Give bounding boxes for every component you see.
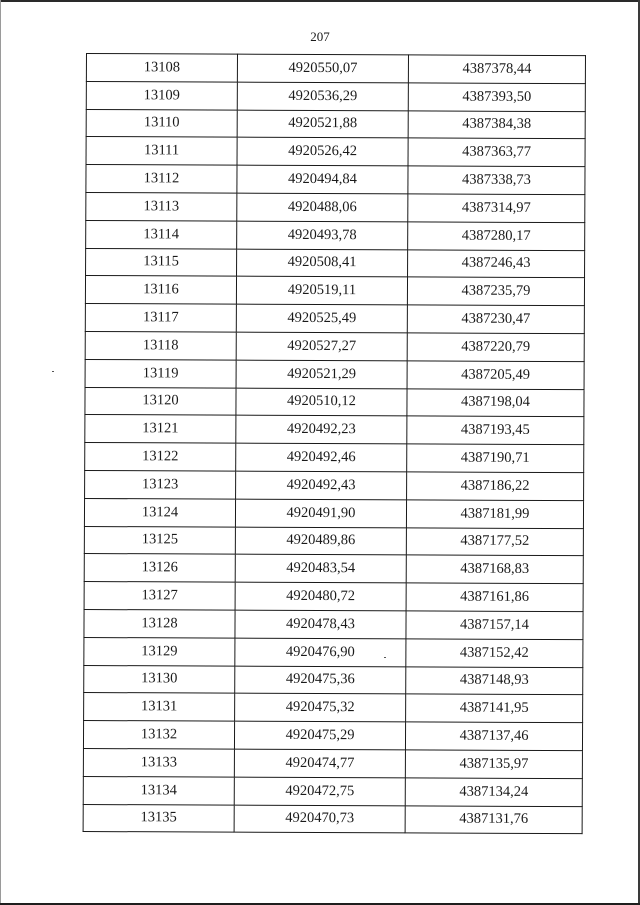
x-coordinate-cell: 4920474,77 [234, 749, 405, 778]
y-coordinate-cell: 4387235,79 [407, 277, 584, 306]
point-number-cell: 13134 [83, 776, 234, 804]
scan-speck [384, 657, 386, 658]
y-coordinate-cell: 4387152,42 [406, 639, 583, 668]
x-coordinate-cell: 4920492,46 [236, 443, 407, 472]
y-coordinate-cell: 4387148,93 [406, 666, 583, 695]
table-row [85, 470, 584, 500]
table-row [83, 804, 582, 834]
point-number-cell: 13132 [83, 721, 234, 749]
x-coordinate-cell: 4920472,75 [234, 777, 405, 806]
page-top-edge [0, 0, 640, 2]
x-coordinate-cell: 4920525,49 [236, 304, 407, 333]
y-coordinate-cell: 4387230,47 [407, 305, 584, 334]
x-coordinate-cell: 4920491,90 [235, 499, 406, 528]
table-row [83, 776, 582, 806]
x-coordinate-cell: 4920526,42 [237, 138, 408, 167]
y-coordinate-cell: 4387363,77 [408, 138, 585, 167]
point-number-cell: 13128 [84, 609, 235, 637]
x-coordinate-cell: 4920488,06 [237, 193, 408, 222]
page-number: 207 [310, 29, 330, 44]
y-coordinate-cell: 4387314,97 [408, 194, 585, 223]
y-coordinate-cell: 4387131,76 [405, 805, 582, 834]
coordinates-table [83, 53, 586, 834]
table-row [83, 748, 582, 778]
y-coordinate-cell: 4387141,95 [406, 694, 583, 723]
point-number-cell: 13122 [85, 443, 236, 471]
y-coordinate-cell: 4387384,38 [408, 111, 585, 140]
y-coordinate-cell: 4387181,99 [406, 500, 583, 529]
x-coordinate-cell: 4920475,36 [235, 666, 406, 695]
y-coordinate-cell: 4387137,46 [405, 722, 582, 751]
table-row [86, 109, 585, 139]
point-number-cell: 13112 [86, 165, 237, 193]
point-number-cell: 13115 [86, 248, 237, 276]
x-coordinate-cell: 4920521,29 [236, 360, 407, 389]
x-coordinate-cell: 4920510,12 [236, 388, 407, 417]
point-number-cell: 13135 [83, 804, 234, 832]
point-number-cell: 13124 [84, 498, 235, 526]
point-number-cell: 13114 [86, 220, 237, 248]
table-row [84, 554, 583, 584]
point-number-cell: 13111 [86, 137, 237, 165]
x-coordinate-cell: 4920508,41 [237, 249, 408, 278]
y-coordinate-cell: 4387193,45 [407, 416, 584, 445]
x-coordinate-cell: 4920519,11 [236, 277, 407, 306]
table-row [86, 54, 585, 84]
point-number-cell: 13130 [84, 665, 235, 693]
table-row [86, 137, 585, 167]
y-coordinate-cell: 4387246,43 [408, 249, 585, 278]
point-number-cell: 13108 [86, 54, 237, 82]
x-coordinate-cell: 4920470,73 [234, 805, 405, 834]
point-number-cell: 13109 [86, 81, 237, 109]
scan-speck [52, 371, 54, 372]
x-coordinate-cell: 4920475,32 [235, 693, 406, 722]
point-number-cell: 13126 [84, 554, 235, 582]
coordinates-table-body [83, 54, 585, 834]
y-coordinate-cell: 4387393,50 [408, 83, 585, 112]
point-number-cell: 13110 [86, 109, 237, 137]
table-row [85, 359, 584, 389]
x-coordinate-cell: 4920480,72 [235, 582, 406, 611]
point-number-cell: 13133 [83, 748, 234, 776]
y-coordinate-cell: 4387157,14 [406, 611, 583, 640]
x-coordinate-cell: 4920521,88 [237, 110, 408, 139]
table-row [84, 582, 583, 612]
x-coordinate-cell: 4920493,78 [237, 221, 408, 250]
x-coordinate-cell: 4920489,86 [235, 527, 406, 556]
x-coordinate-cell: 4920492,23 [236, 416, 407, 445]
y-coordinate-cell: 4387134,24 [405, 778, 582, 807]
x-coordinate-cell: 4920536,29 [237, 82, 408, 111]
y-coordinate-cell: 4387205,49 [407, 361, 584, 390]
x-coordinate-cell: 4920492,43 [236, 471, 407, 500]
y-coordinate-cell: 4387280,17 [408, 222, 585, 251]
x-coordinate-cell: 4920483,54 [235, 555, 406, 584]
y-coordinate-cell: 4387161,86 [406, 583, 583, 612]
table-row [84, 526, 583, 556]
table-row [85, 415, 584, 445]
table-row [86, 81, 585, 111]
y-coordinate-cell: 4387177,52 [406, 527, 583, 556]
x-coordinate-cell: 4920550,07 [237, 54, 408, 83]
y-coordinate-cell: 4387168,83 [406, 555, 583, 584]
point-number-cell: 13129 [84, 637, 235, 665]
table-row [84, 665, 583, 695]
table-row [85, 387, 584, 417]
table-row [86, 220, 585, 250]
table-row [84, 637, 583, 667]
point-number-cell: 13119 [85, 359, 236, 387]
y-coordinate-cell: 4387378,44 [408, 55, 585, 84]
table-row [84, 498, 583, 528]
table-row [85, 276, 584, 306]
table-row [83, 721, 582, 751]
y-coordinate-cell: 4387220,79 [407, 333, 584, 362]
table-row [86, 192, 585, 222]
table-row [86, 248, 585, 278]
table-row [85, 304, 584, 334]
point-number-cell: 13117 [85, 304, 236, 332]
point-number-cell: 13127 [84, 582, 235, 610]
table-row [85, 331, 584, 361]
point-number-cell: 13125 [84, 526, 235, 554]
y-coordinate-cell: 4387198,04 [407, 388, 584, 417]
point-number-cell: 13120 [85, 387, 236, 415]
y-coordinate-cell: 4387190,71 [407, 444, 584, 473]
point-number-cell: 13118 [85, 331, 236, 359]
point-number-cell: 13121 [85, 415, 236, 443]
y-coordinate-cell: 4387338,73 [408, 166, 585, 195]
point-number-cell: 13113 [86, 192, 237, 220]
table-row [84, 609, 583, 639]
point-number-cell: 13131 [84, 693, 235, 721]
table-row [86, 165, 585, 195]
y-coordinate-cell: 4387186,22 [407, 472, 584, 501]
point-number-cell: 13123 [85, 470, 236, 498]
x-coordinate-cell: 4920478,43 [235, 610, 406, 639]
x-coordinate-cell: 4920527,27 [236, 332, 407, 361]
table-row [85, 443, 584, 473]
x-coordinate-cell: 4920476,90 [235, 638, 406, 667]
x-coordinate-cell: 4920494,84 [237, 165, 408, 194]
point-number-cell: 13116 [85, 276, 236, 304]
x-coordinate-cell: 4920475,29 [234, 721, 405, 750]
page-left-edge [0, 0, 1, 905]
y-coordinate-cell: 4387135,97 [405, 750, 582, 779]
table-row [84, 693, 583, 723]
